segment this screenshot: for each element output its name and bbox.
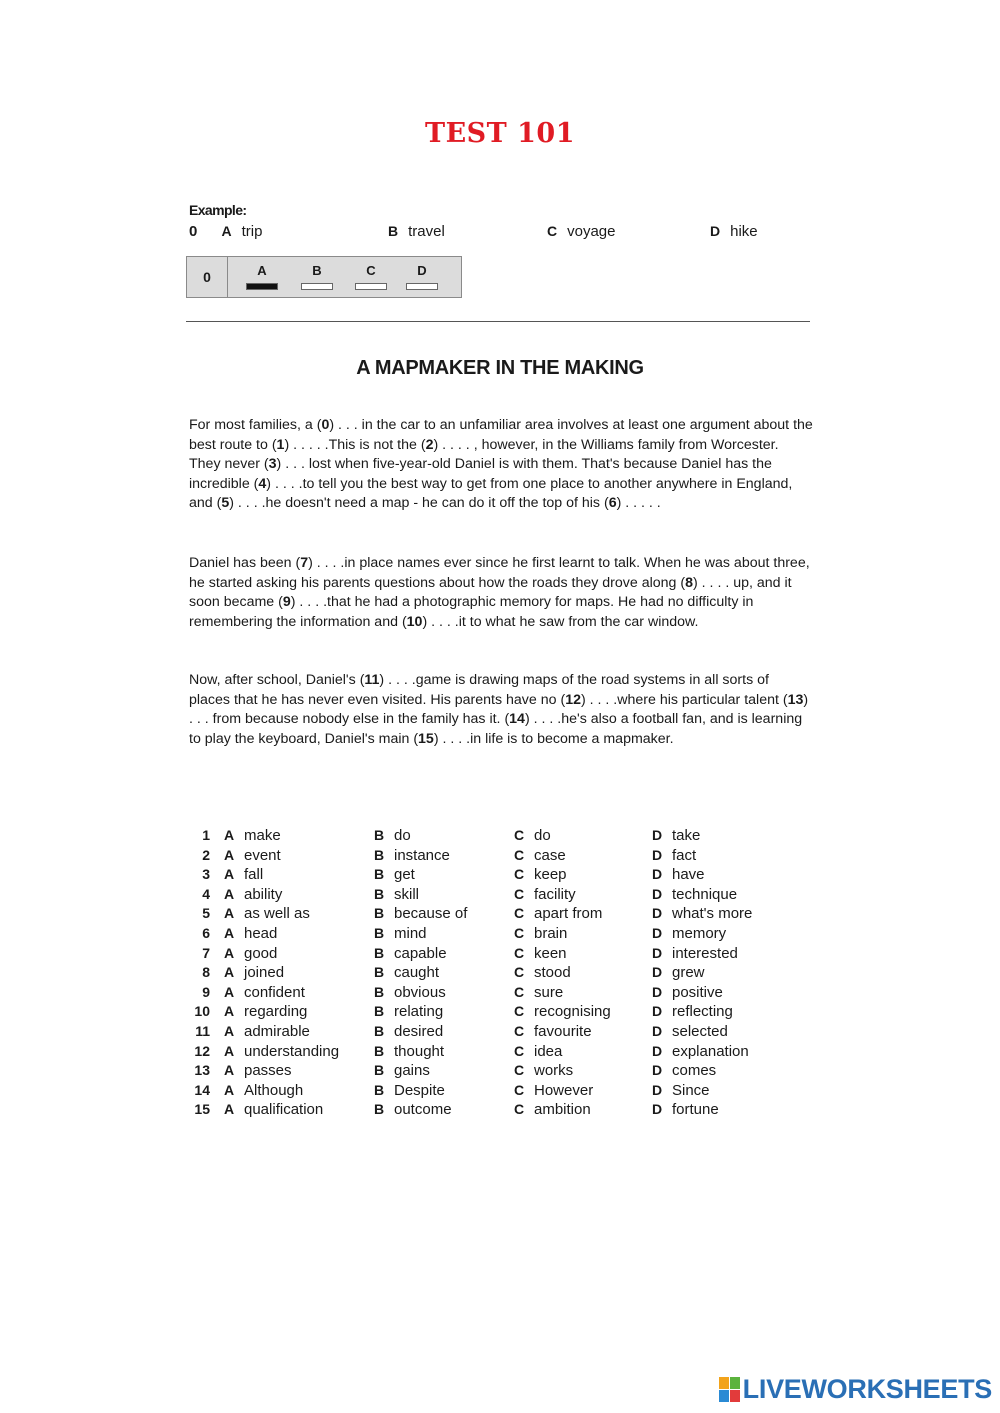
option-word-c: do bbox=[534, 827, 551, 844]
option-word-a: passes bbox=[244, 1062, 292, 1080]
question-number: 2 bbox=[202, 846, 210, 863]
gap-number: 12 bbox=[565, 691, 581, 708]
option-letter: C bbox=[514, 866, 525, 883]
article-paragraph: Now, after school, Daniel's (11) . . . .game is drawing maps of the road systems in all sorts of places that he has never even visited. His parents have no (12) . . . .where his particular talent (13) . . . from because nobody else in the family has it. (14) . . . .he's also a football fan, and is learning to play the keyboard, Daniel's main (15) . . . .in life is to become a mapmaker. bbox=[189, 672, 809, 747]
option-letter: D bbox=[652, 846, 663, 863]
option-word-a: understanding bbox=[244, 1042, 340, 1060]
option-letter: A bbox=[224, 827, 235, 843]
option-letter: A bbox=[224, 866, 235, 883]
option-letter: A bbox=[224, 1042, 235, 1059]
option-letter: D bbox=[652, 944, 663, 961]
question-number: 5 bbox=[202, 905, 210, 922]
option-letter: B bbox=[374, 885, 385, 902]
answer-option-mark bbox=[406, 283, 438, 290]
example-option-word: travel bbox=[408, 223, 445, 240]
option-word-c: works bbox=[534, 1062, 574, 1080]
answer-option-mark bbox=[355, 283, 387, 290]
example-row bbox=[189, 223, 262, 241]
option-word-a: admirable bbox=[244, 1022, 310, 1040]
option-letter: A bbox=[224, 944, 235, 961]
example-option-word: hike bbox=[730, 223, 758, 240]
question-number: 8 bbox=[202, 964, 210, 981]
option-row bbox=[186, 1081, 792, 1101]
option-word-b: obvious bbox=[394, 983, 446, 1001]
option-word-d: grew bbox=[672, 964, 705, 982]
option-letter: B bbox=[374, 964, 385, 981]
option-letter: A bbox=[224, 1003, 235, 1020]
gap-number: 11 bbox=[364, 672, 380, 688]
option-word-c: However bbox=[534, 1081, 594, 1099]
option-word-c: keep bbox=[534, 866, 567, 884]
question-number: 12 bbox=[194, 1042, 210, 1059]
option-word-d: take bbox=[672, 827, 701, 844]
question-number: 7 bbox=[202, 944, 210, 961]
example-option-letter: A bbox=[221, 223, 232, 239]
option-letter: C bbox=[514, 846, 525, 863]
option-word-b: skill bbox=[394, 885, 419, 903]
option-word-a: joined bbox=[244, 964, 285, 982]
option-word-c: keen bbox=[534, 944, 567, 962]
question-number: 6 bbox=[202, 924, 210, 941]
option-word-b: because of bbox=[394, 905, 468, 923]
option-letter: B bbox=[374, 1081, 385, 1098]
option-letter: D bbox=[652, 866, 663, 883]
option-word-d: positive bbox=[672, 983, 723, 1001]
option-word-d: fact bbox=[672, 846, 697, 864]
option-row bbox=[186, 963, 792, 983]
option-letter: C bbox=[514, 1081, 525, 1098]
option-letter: C bbox=[514, 827, 525, 843]
option-letter: B bbox=[374, 1022, 385, 1039]
question-number: 11 bbox=[195, 1022, 210, 1039]
option-word-d: technique bbox=[672, 885, 738, 903]
option-word-b: Despite bbox=[394, 1081, 445, 1099]
article-paragraph: For most families, a (0) . . . in the car to an unfamiliar area involves at least one argument about the best route to (1) . . . . .This is not the (2) . . . . , however, in the Williams family from Worcester. They never (3) . . . lost when five-year-old Daniel is with them. That's because Daniel has the incredible (4) . . . .to tell you the best way to get from one place to another anywhere in England, and (5) . . . .he doesn't need a map - he can do it off the top of his (6) . . . . . bbox=[189, 417, 813, 512]
example-option-letter: B bbox=[388, 223, 399, 239]
option-word-c: sure bbox=[534, 983, 564, 1001]
option-letter: B bbox=[374, 1042, 385, 1059]
answer-option-mark bbox=[301, 283, 333, 290]
options-table bbox=[186, 826, 792, 1120]
answer-option-c bbox=[354, 263, 388, 290]
option-letter: C bbox=[514, 944, 525, 961]
option-letter: C bbox=[514, 1101, 525, 1118]
article-paragraph: Daniel has been (7) . . . .in place names ever since he first learnt to talk. When he was about three, he started asking his parents questions about how the roads they drove along (8) . . . . up, and it soon became (9) . . . .that he had a photographic memory for maps. He had no difficulty in remembering the information and (10) . . . .it to what he saw from the car window. bbox=[189, 555, 810, 630]
divider bbox=[186, 321, 810, 322]
option-word-c: idea bbox=[534, 1042, 563, 1060]
gap-number: 4 bbox=[258, 475, 267, 492]
option-letter: D bbox=[652, 1062, 663, 1079]
option-letter: B bbox=[374, 846, 385, 863]
gap-number: 2 bbox=[425, 436, 434, 453]
answer-box-number: 0 bbox=[187, 257, 228, 297]
option-word-d: comes bbox=[672, 1062, 717, 1080]
question-number: 4 bbox=[202, 885, 210, 902]
option-letter: A bbox=[224, 924, 235, 941]
option-word-d: memory bbox=[672, 924, 727, 942]
option-letter: A bbox=[224, 1022, 235, 1039]
option-word-b: caught bbox=[394, 964, 440, 982]
option-letter: D bbox=[652, 964, 663, 981]
gap-number: 15 bbox=[418, 730, 434, 747]
example-option-word: voyage bbox=[567, 223, 616, 240]
option-word-c: stood bbox=[534, 964, 571, 982]
example-label: Example: bbox=[189, 202, 247, 218]
option-letter: C bbox=[514, 1062, 525, 1079]
option-row bbox=[186, 983, 792, 1003]
option-word-c: case bbox=[534, 846, 566, 864]
option-letter: B bbox=[374, 924, 385, 941]
example-option bbox=[388, 223, 445, 241]
example-option-letter: D bbox=[710, 223, 721, 239]
option-word-c: ambition bbox=[534, 1101, 591, 1119]
gap-number: 3 bbox=[268, 456, 277, 473]
option-row bbox=[186, 865, 792, 885]
option-letter: C bbox=[514, 1003, 525, 1020]
question-number: 10 bbox=[194, 1003, 210, 1020]
gap-number: 7 bbox=[300, 555, 309, 571]
page-title: TEST 101 bbox=[424, 118, 576, 149]
option-word-a: event bbox=[244, 846, 281, 864]
option-letter: D bbox=[652, 885, 663, 902]
option-letter: B bbox=[374, 1003, 385, 1020]
gap-number: 1 bbox=[276, 436, 285, 453]
option-word-a: qualification bbox=[244, 1101, 324, 1119]
liveworksheets-logo-icon bbox=[719, 1377, 741, 1403]
option-letter: B bbox=[374, 1062, 385, 1079]
option-row bbox=[186, 846, 792, 866]
option-word-c: recognising bbox=[534, 1003, 611, 1021]
option-letter: C bbox=[514, 1022, 525, 1039]
option-word-b: outcome bbox=[394, 1101, 452, 1119]
option-word-d: selected bbox=[672, 1022, 728, 1040]
example-option bbox=[710, 223, 758, 241]
option-word-a: head bbox=[244, 924, 278, 942]
question-number: 15 bbox=[194, 1101, 210, 1118]
question-number: 9 bbox=[202, 983, 210, 1000]
option-letter: D bbox=[652, 1101, 663, 1118]
question-number: 1 bbox=[202, 827, 210, 843]
example-number: 0 bbox=[189, 223, 198, 240]
option-letter: C bbox=[514, 905, 525, 922]
option-letter: C bbox=[514, 924, 525, 941]
question-number: 3 bbox=[202, 866, 210, 883]
option-letter: B bbox=[374, 866, 385, 883]
option-letter: A bbox=[224, 905, 235, 922]
option-word-b: capable bbox=[394, 944, 447, 962]
option-letter: B bbox=[374, 983, 385, 1000]
brand-text: LIVEWORKSHEETS bbox=[742, 1374, 992, 1404]
option-letter: A bbox=[224, 1101, 235, 1118]
option-row bbox=[186, 1022, 792, 1042]
answer-option-letter: A bbox=[257, 263, 267, 278]
option-letter: D bbox=[652, 924, 663, 941]
answer-option-letter: B bbox=[312, 263, 322, 278]
option-letter: D bbox=[652, 905, 663, 922]
option-word-c: apart from bbox=[534, 905, 603, 923]
option-letter: A bbox=[224, 1062, 235, 1079]
answer-option-d bbox=[405, 263, 439, 290]
question-number: 13 bbox=[194, 1062, 210, 1079]
answer-option-letter: C bbox=[366, 263, 376, 278]
option-word-b: relating bbox=[394, 1003, 444, 1021]
option-letter: B bbox=[374, 827, 385, 843]
option-letter: A bbox=[224, 1081, 235, 1098]
option-word-b: gains bbox=[394, 1062, 430, 1080]
option-letter: D bbox=[652, 827, 663, 843]
example-option-word: trip bbox=[241, 223, 263, 240]
option-letter: B bbox=[374, 1101, 385, 1118]
option-row bbox=[186, 1002, 792, 1022]
option-word-d: explanation bbox=[672, 1042, 749, 1060]
option-row bbox=[186, 904, 792, 924]
option-word-d: fortune bbox=[672, 1101, 719, 1119]
gap-number: 5 bbox=[221, 495, 230, 512]
option-row bbox=[186, 924, 792, 944]
option-word-a: fall bbox=[244, 866, 264, 884]
option-letter: D bbox=[652, 1042, 663, 1059]
option-word-c: favourite bbox=[534, 1022, 592, 1040]
option-letter: D bbox=[652, 983, 663, 1000]
option-letter: B bbox=[374, 944, 385, 961]
option-row bbox=[186, 1061, 792, 1081]
gap-number: 0 bbox=[321, 417, 330, 433]
option-letter: A bbox=[224, 885, 235, 902]
answer-option-letter: D bbox=[417, 263, 427, 278]
gap-number: 6 bbox=[608, 495, 617, 512]
gap-number: 8 bbox=[685, 574, 693, 591]
example-option bbox=[547, 223, 616, 241]
option-letter: A bbox=[224, 964, 235, 981]
gap-number: 10 bbox=[406, 613, 423, 630]
option-letter: D bbox=[652, 1003, 663, 1020]
option-row bbox=[186, 826, 792, 846]
option-word-d: interested bbox=[672, 944, 738, 962]
option-word-b: do bbox=[394, 827, 411, 844]
option-word-b: thought bbox=[394, 1042, 445, 1060]
article-heading: A MAPMAKER IN THE MAKING bbox=[356, 357, 644, 379]
option-word-a: Although bbox=[244, 1081, 304, 1099]
option-word-a: regarding bbox=[244, 1003, 308, 1021]
option-letter: C bbox=[514, 983, 525, 1000]
gap-number: 14 bbox=[509, 711, 525, 728]
option-word-c: brain bbox=[534, 924, 568, 942]
option-word-b: mind bbox=[394, 924, 427, 942]
option-letter: C bbox=[514, 964, 525, 981]
option-word-b: instance bbox=[394, 846, 450, 864]
option-row bbox=[186, 944, 792, 964]
example-option-letter: C bbox=[547, 223, 558, 239]
example-answer-box bbox=[186, 256, 462, 298]
option-word-b: get bbox=[394, 866, 415, 884]
option-word-a: as well as bbox=[244, 905, 310, 923]
branding bbox=[719, 1374, 992, 1405]
option-word-d: Since bbox=[672, 1081, 710, 1099]
option-row bbox=[186, 1042, 792, 1062]
option-letter: D bbox=[652, 1022, 663, 1039]
option-word-b: desired bbox=[394, 1022, 444, 1040]
option-letter: B bbox=[374, 905, 385, 922]
option-word-c: facility bbox=[534, 885, 576, 903]
answer-option-a bbox=[245, 263, 279, 290]
option-letter: C bbox=[514, 885, 525, 902]
option-word-d: reflecting bbox=[672, 1003, 733, 1021]
option-letter: D bbox=[652, 1081, 663, 1098]
option-word-d: what's more bbox=[672, 905, 753, 923]
option-row bbox=[186, 885, 792, 905]
option-word-a: ability bbox=[244, 885, 283, 903]
gap-number: 9 bbox=[282, 594, 291, 611]
option-word-d: have bbox=[672, 866, 705, 884]
gap-number: 13 bbox=[787, 691, 804, 708]
option-word-a: confident bbox=[244, 983, 305, 1001]
option-letter: A bbox=[224, 983, 235, 1000]
option-letter: C bbox=[514, 1042, 525, 1059]
option-letter: A bbox=[224, 846, 235, 863]
option-word-a: good bbox=[244, 944, 278, 962]
answer-option-mark bbox=[246, 283, 278, 290]
answer-option-b bbox=[300, 263, 334, 290]
option-word-a: make bbox=[244, 827, 281, 844]
question-number: 14 bbox=[194, 1081, 210, 1098]
option-row bbox=[186, 1100, 792, 1120]
